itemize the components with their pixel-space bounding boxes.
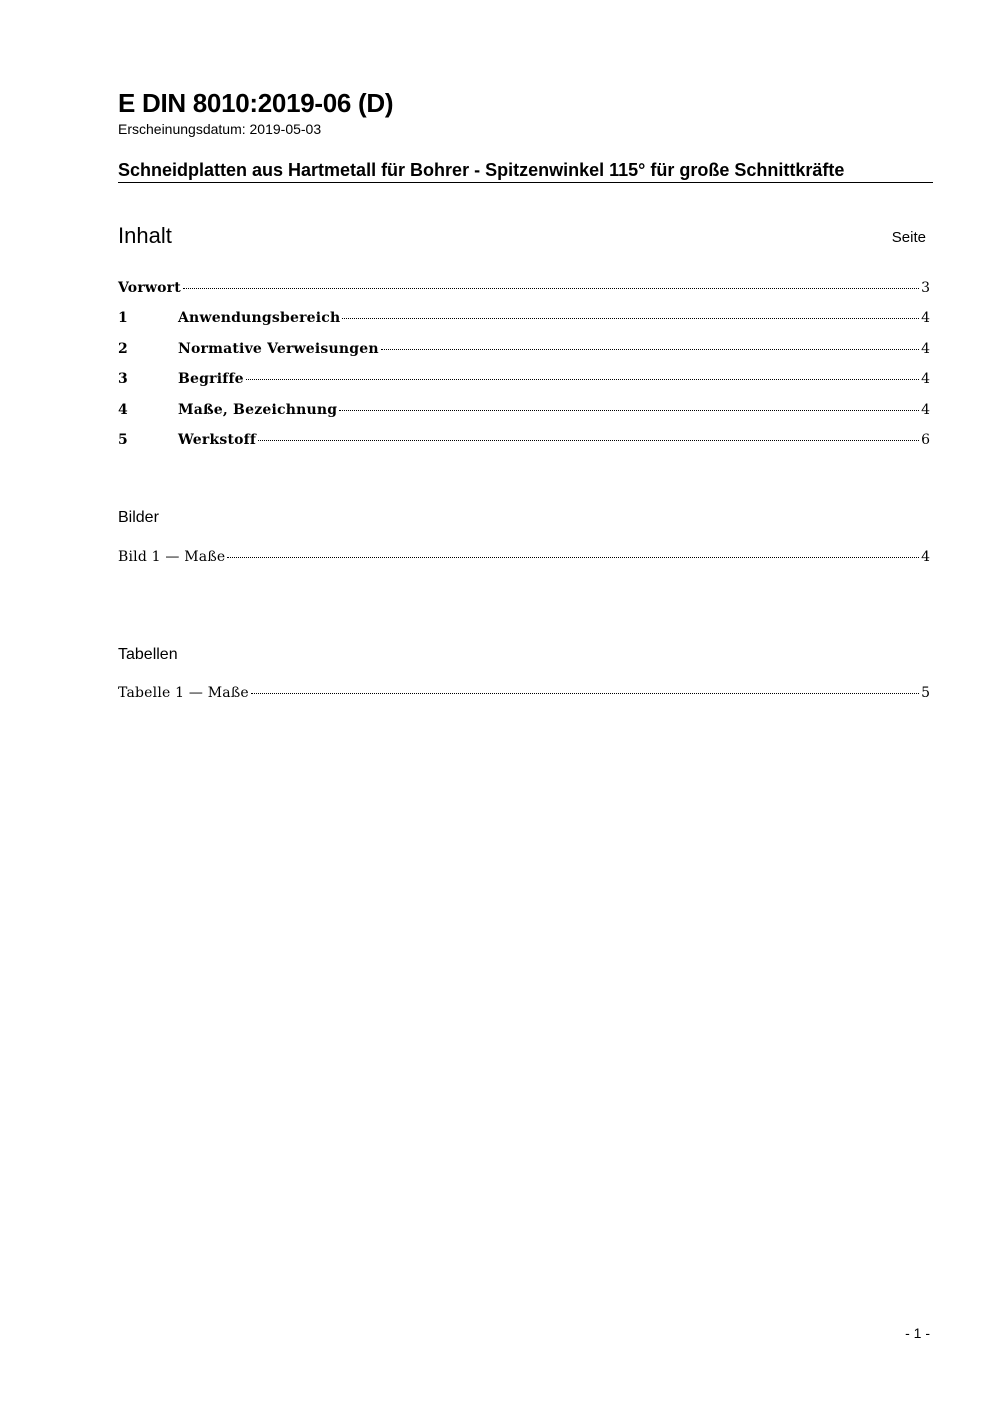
toc-entry-2[interactable] bbox=[118, 341, 930, 361]
document-title: Schneidplatten aus Hartmetall für Bohrer - Spitzenwinkel 115° für große Schnittkräfte bbox=[118, 159, 933, 183]
toc-entry-text: Vorwort bbox=[118, 280, 181, 296]
table-entry-1[interactable] bbox=[118, 685, 930, 705]
publication-date: Erscheinungsdatum: 2019-05-03 bbox=[118, 121, 322, 137]
toc-entry-number: 2 bbox=[118, 341, 128, 357]
document-id: E DIN 8010:2019-06 (D) bbox=[118, 88, 394, 118]
toc-leader-dots bbox=[342, 317, 919, 319]
toc-leader-dots bbox=[339, 409, 919, 411]
toc-entry-text: Begriffe bbox=[178, 371, 244, 387]
toc-page-column-label: Seite bbox=[891, 229, 926, 246]
page-number: - 1 - bbox=[905, 1325, 930, 1341]
figure-entry-text: Bild 1 — Maße bbox=[118, 549, 226, 565]
toc-entry-5[interactable] bbox=[118, 432, 930, 452]
table-entry-page: 5 bbox=[921, 685, 930, 701]
toc-entry-text: Werkstoff bbox=[178, 432, 257, 448]
toc-leader-dots bbox=[251, 692, 919, 694]
toc-leader-dots bbox=[183, 287, 919, 289]
toc-entry-page: 4 bbox=[921, 402, 930, 418]
toc-leader-dots bbox=[258, 439, 919, 441]
toc-entry-3[interactable] bbox=[118, 371, 930, 391]
tables-heading: Tabellen bbox=[118, 646, 178, 663]
toc-entry-page: 6 bbox=[921, 432, 930, 448]
toc-entry-number: 3 bbox=[118, 371, 128, 387]
toc-entry-page: 4 bbox=[921, 371, 930, 387]
toc-leader-dots bbox=[227, 556, 919, 558]
toc-entry-text: Anwendungsbereich bbox=[178, 310, 341, 326]
figure-entry-page: 4 bbox=[921, 549, 930, 565]
toc-heading: Inhalt bbox=[118, 223, 172, 248]
toc-entry-page: 4 bbox=[921, 310, 930, 326]
toc-entry-1[interactable] bbox=[118, 310, 930, 330]
toc-entry-number: 4 bbox=[118, 402, 128, 418]
table-entry-text: Tabelle 1 — Maße bbox=[118, 685, 249, 701]
toc-leader-dots bbox=[381, 348, 919, 350]
toc-entry-page: 4 bbox=[921, 341, 930, 357]
toc-entry-4[interactable] bbox=[118, 402, 930, 422]
toc-entry-page: 3 bbox=[921, 280, 930, 296]
toc-entry-number: 5 bbox=[118, 432, 128, 448]
toc-entry-text: Maße, Bezeichnung bbox=[178, 402, 338, 418]
figures-heading: Bilder bbox=[118, 509, 159, 526]
toc-entry-text: Normative Verweisungen bbox=[178, 341, 379, 357]
toc-entry-vorwort[interactable] bbox=[118, 280, 930, 300]
toc-entry-number: 1 bbox=[118, 310, 128, 326]
figure-entry-1[interactable] bbox=[118, 549, 930, 569]
toc-leader-dots bbox=[246, 378, 919, 380]
